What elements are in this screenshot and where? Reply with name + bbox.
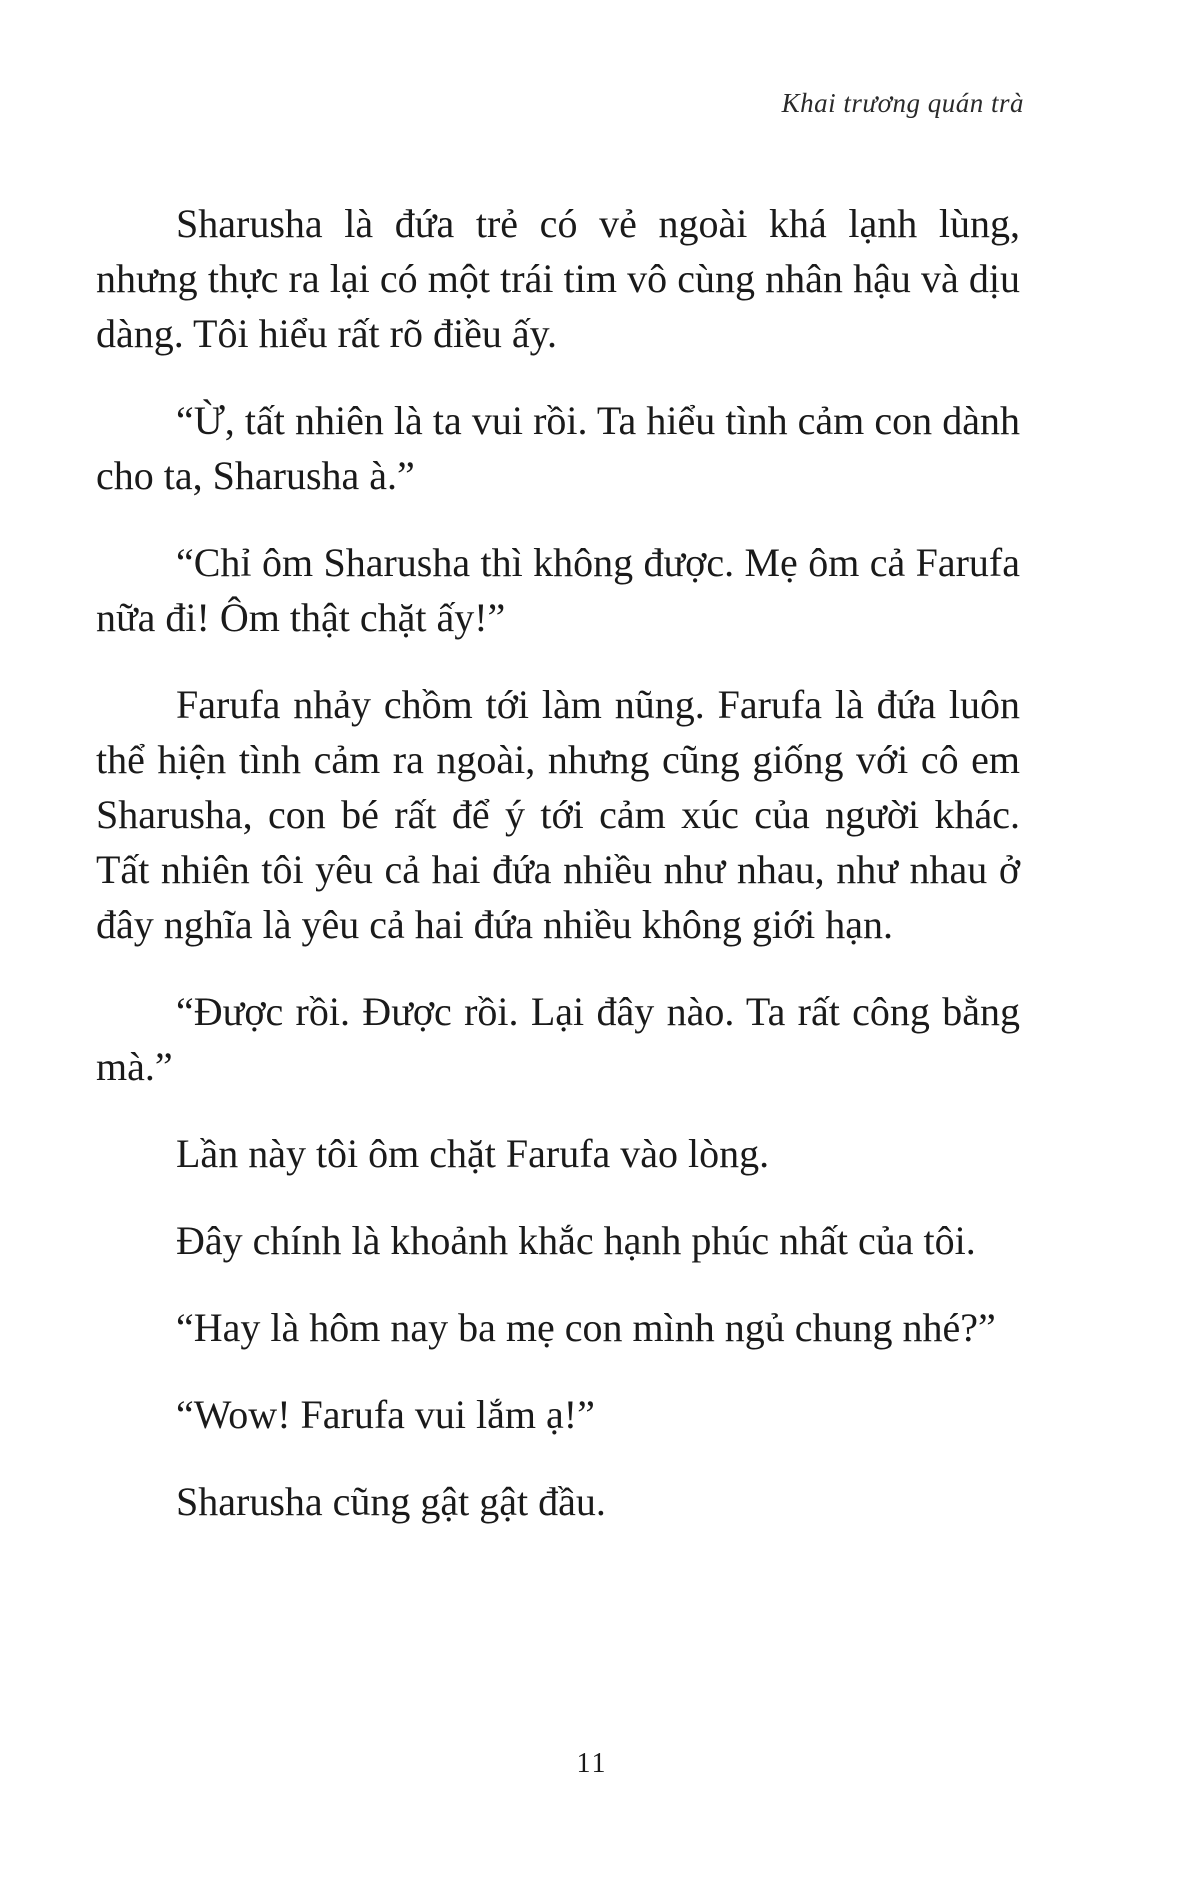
paragraph: “Wow! Farufa vui lắm ạ!” xyxy=(176,1392,595,1437)
page-number: 11 xyxy=(576,1748,608,1779)
paragraph: Lần này tôi ôm chặt Farufa vào lòng. xyxy=(176,1131,770,1176)
paragraph: “Được rồi. Được rồi. Lại đây nào. Ta rất công bằng mà.” xyxy=(96,989,1020,1089)
paragraph: Sharusha là đứa trẻ có vẻ ngoài khá lạnh lùng, nhưng thực ra lại có một trái tim vô cùng nhân hậu và dịu dàng. Tôi hiểu rất rõ điều ấy. xyxy=(96,201,1020,356)
paragraph: Sharusha cũng gật gật đầu. xyxy=(176,1479,606,1524)
paragraph: “Chỉ ôm Sharusha thì không được. Mẹ ôm cả Farufa nữa đi! Ôm thật chặt ấy!” xyxy=(96,540,1020,640)
paragraph: “Ừ, tất nhiên là ta vui rồi. Ta hiểu tình cảm con dành cho ta, Sharusha à.” xyxy=(96,398,1020,498)
paragraph: “Hay là hôm nay ba mẹ con mình ngủ chung nhé?” xyxy=(176,1305,996,1350)
paragraph: Đây chính là khoảnh khắc hạnh phúc nhất của tôi. xyxy=(176,1218,976,1263)
body-text xyxy=(96,196,1020,1561)
paragraph: Farufa nhảy chồm tới làm nũng. Farufa là đứa luôn thể hiện tình cảm ra ngoài, nhưng cũng giống với cô em Sharusha, con bé rất để ý tới cảm xúc của người khác. Tất nhiên tôi yêu cả hai đứa nhiều như nhau, như nhau ở đây nghĩa là yêu cả hai đứa nhiều không giới hạn. xyxy=(96,682,1020,947)
running-header: Khai trương quán trà xyxy=(781,88,1024,118)
